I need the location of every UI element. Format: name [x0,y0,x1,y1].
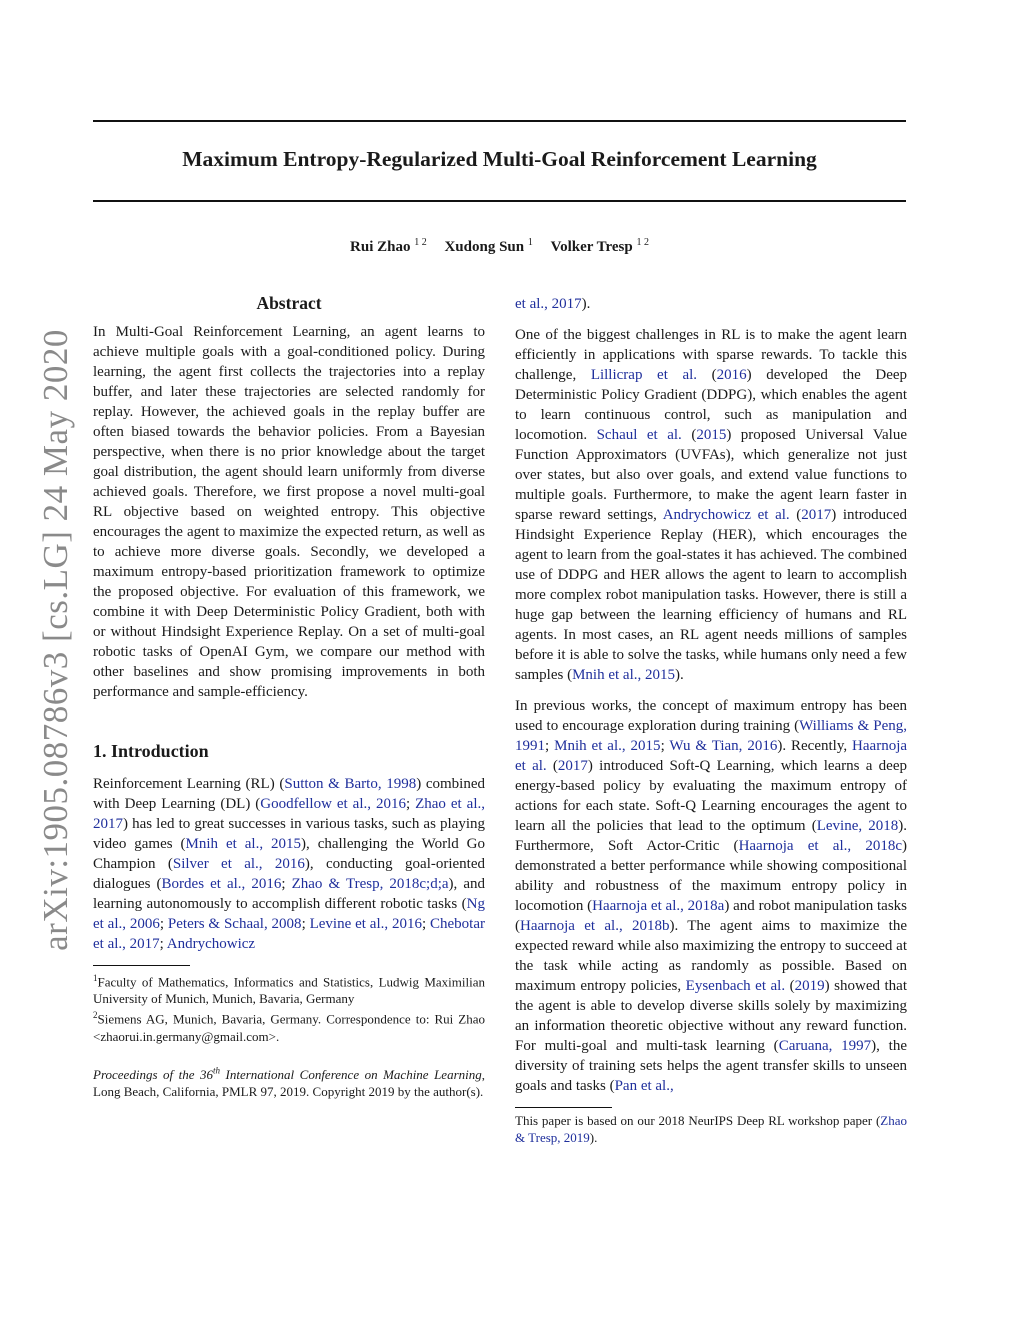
citation-link[interactable]: 2016 [716,367,747,383]
footnote-affiliation-2 [93,1007,485,1044]
footnote-workshop [515,1112,907,1146]
abstract-text: In Multi-Goal Reinforcement Learning, an agent learns to achieve multiple goals with a goal-conditioned policy. During learning, the agent first collects the trajectories into a replay buffer, and later these trajectories are selected randomly for replay. However, the achieved goals in the replay buffer are often biased towards the behavior policies. From a Bayesian perspective, when there is no prior knowledge about the target goal distribution, the agent should learn uniformly from diverse achieved goals. Therefore, we first propose a novel multi-goal RL objective based on weighted entropy. This objective encourages the agent to maximize the expected return, as well as to achieve more diverse goals. Secondly, we developed a maximum entropy-based prioritization framework to optimize the proposed objective. For evaluation of this framework, we combine it with Deep Deterministic Policy Gradient, both with or without Hindsight Experience Replay. On a set of multi-goal robotic tasks of OpenAI Gym, we compare our method with other baselines and show promising improvements in both performance and sample-efficiency. [93,324,485,700]
citation-link[interactable]: Pan et al., [614,1078,674,1094]
abstract-heading: Abstract [256,293,322,313]
left-column [93,292,485,1100]
body-text: Reinforcement Learning (RL) ( [93,776,285,792]
author-affiliation: 1 2 [414,237,427,248]
body-text: ). The agent aims to maximize the expected reward while also maximizing the entropy to succeed at the task while acting as randomly as possible. Based on maximum entropy policies, [515,918,907,994]
body-text: ) proposed Universal Value Function Approximators (UVFAs), which generalize not just over states, but also over goals, and extend value functions to multiple goals. Furthermore, to make the agent learn faster in sparse reward settings, [515,427,907,523]
title-rule-bottom [93,200,906,202]
body-text: ) showed that the agent is able to develop diverse skills solely by maximizing an information theoretic objective without any reward function. For multi-goal and multi-task learning ( [515,978,907,1054]
citation-link[interactable]: Andrychowicz [166,936,256,952]
paragraph-max-entropy [515,696,907,1096]
citation-link[interactable]: Zhao et al., 2017 [93,796,485,832]
author-affiliation: 1 [527,237,533,248]
proceedings-rest: , Long Beach, California, PMLR 97, 2019. Copyright 2019 by the author(s). [93,1066,485,1099]
paragraph-challenges [515,325,907,685]
body-text: ; [281,876,292,892]
citation-link[interactable]: Caruana, 1997 [778,1038,872,1054]
citation-link[interactable]: Peters & Schaal, 2008 [167,916,302,932]
body-text: ), conducting goal-oriented dialogues ( [93,856,485,892]
footnote-affiliation-1 [93,970,485,1007]
body-text: ( [789,507,802,523]
citation-link[interactable]: 2015 [696,427,727,443]
body-text: ( [546,758,558,774]
author-affiliation: 1 2 [636,237,649,248]
title-rule-top [93,120,906,122]
body-text: ; [405,796,416,812]
intro-paragraph [93,774,485,954]
body-text: ) developed the Deep Deterministic Policy Gradient (DDPG), which enables the agent to learn continuous control, such as manipulation and locomotion. [515,367,908,443]
body-text: ). [674,667,684,683]
author [551,239,649,255]
body-text: ( [785,978,795,994]
citation-link[interactable]: Bordes et al., 2016 [161,876,282,892]
body-text: ) combined with Deep Learning (DL) ( [93,776,486,812]
author-name: Volker Tresp [550,239,633,255]
citation-link[interactable]: Haarnoja et al., 2018c [738,838,902,854]
citation-link[interactable]: Lillicrap et al. [590,367,698,383]
paper-title: Maximum Entropy-Regularized Multi-Goal Reinforcement Learning [182,147,817,171]
body-text: ; [545,738,555,754]
body-text: ( [697,367,717,383]
citation-link[interactable]: Silver et al., 2016 [172,856,305,872]
footnote-rule [515,1107,612,1108]
citation-link[interactable]: 2019 [794,978,825,994]
citation-link[interactable]: 2017 [557,758,588,774]
proceedings-venue [93,1067,482,1082]
body-text: ; [660,738,670,754]
body-text: ). [589,1130,598,1145]
proceedings-venue-a: Proceedings of the 36 [93,1066,214,1082]
author [444,239,532,255]
author [350,239,427,255]
body-text: ; [159,916,168,932]
body-text: ). Furthermore, Soft Actor-Critic ( [515,818,907,854]
footnote-text: Faculty of Mathematics, Informatics and Statistics, Ludwig Maximilian University of Munich, Munich, Bavaria, Germany [93,974,485,1007]
citation-link[interactable]: Zhao & Tresp, 2018c;d;a [291,876,449,892]
body-text: ; [301,916,310,932]
proceedings-venue-b: International Conference on Machine Learning [220,1066,482,1082]
citation-link[interactable]: Zhao & Tresp, 2019 [515,1113,907,1145]
citation-link[interactable]: et al., 2017 [515,296,582,312]
body-text: ), challenging the World Go Champion ( [93,836,486,872]
body-text: ), and learning autonomously to accomplish different robotic tasks ( [93,876,485,912]
section-heading-introduction: 1. Introduction [93,741,209,761]
author-list [93,237,906,256]
right-column [515,294,907,1146]
citation-link[interactable]: Haarnoja et al. [515,738,908,774]
citation-link[interactable]: Levine et al., 2016 [309,916,422,932]
footnote-rule [93,965,190,966]
author-name: Rui Zhao [350,239,411,255]
body-text: ) demonstrated a better performance while showing compositional ability and robustness of the maximum entropy policy in locomotion ( [515,838,907,914]
proceedings-ordinal: th [213,1065,221,1076]
citation-link[interactable]: Mnih et al., 2015 [572,667,675,683]
body-text: ; [159,936,167,952]
citation-link[interactable]: Sutton & Barto, 1998 [284,776,417,792]
body-text: One of the biggest challenges in RL is to make the agent learn efficiently in applications with sparse rewards. To tackle this challenge, [515,327,907,383]
citation-link[interactable]: Goodfellow et al., 2016 [260,796,406,812]
citation-link[interactable]: Schaul et al. [596,427,682,443]
body-text: ) introduced Soft-Q Learning, which learns a deep energy-based policy by evaluating the maximum entropy of actions for each state. Soft-Q Learning encourages the agent to learn all the policies that lead to the optimum ( [515,758,907,834]
body-text: ). Recently, [777,738,853,754]
citation-link[interactable]: Levine, 2018 [816,818,899,834]
body-text: In previous works, the concept of maximum entropy has been used to encourage exploration during training ( [515,698,907,734]
citation-link[interactable]: Haarnoja et al., 2018b [520,918,670,934]
citation-link[interactable]: 2017 [801,507,832,523]
citation-link[interactable]: Mnih et al., 2015 [554,738,661,754]
footnote-mark: 2 [93,1010,98,1021]
body-text: ). [581,296,591,312]
citation-link[interactable]: Haarnoja et al., 2018a [592,898,725,914]
citation-link[interactable]: Eysenbach et al. [685,978,786,994]
citation-link[interactable]: Williams & Peng, 1991 [515,718,907,754]
body-text: ), the diversity of training sets helps the agent transfer skills to unseen goals and tasks ( [515,1038,907,1094]
footnote-mark: 1 [93,973,98,983]
body-text: ; [421,916,431,932]
citation-link[interactable]: Andrychowicz et al. [662,507,790,523]
proceedings-notice [93,1063,485,1100]
body-text: ( [681,427,697,443]
citation-link[interactable]: Mnih et al., 2015 [185,836,302,852]
citation-link[interactable]: Wu & Tian, 2016 [669,738,778,754]
citation-link[interactable]: Chebotar et al., 2017 [93,916,485,952]
citation-link[interactable]: Ng et al., 2006 [93,896,485,932]
footnote-text: Siemens AG, Munich, Bavaria, Germany. Correspondence to: Rui Zhao <zhaorui.in.germany@gmail.com>. [93,1011,485,1044]
body-text: ) introduced Hindsight Experience Replay (HER), which encourages the agent to learn from the goal-states it has achieved. The combined use of DDPG and HER allows the agent to learn to accomplish more complex robot manipulation tasks. However, there is still a huge gap between the learning efficiency of humans and RL agents. In most cases, an RL agent needs millions of samples before it is able to solve the tasks, while humans only need a few samples ( [515,507,907,683]
body-text: ) and robot manipulation tasks ( [515,898,908,934]
author-name: Xudong Sun [444,239,525,255]
body-text: ) has led to great successes in various tasks, such as playing video games ( [93,816,485,852]
body-text: This paper is based on our 2018 NeurIPS Deep RL workshop paper ( [515,1113,881,1128]
continued-citation [515,294,907,314]
arxiv-id: arXiv:1905.08786v3 [cs.LG] 24 May 2020 [36,329,75,951]
